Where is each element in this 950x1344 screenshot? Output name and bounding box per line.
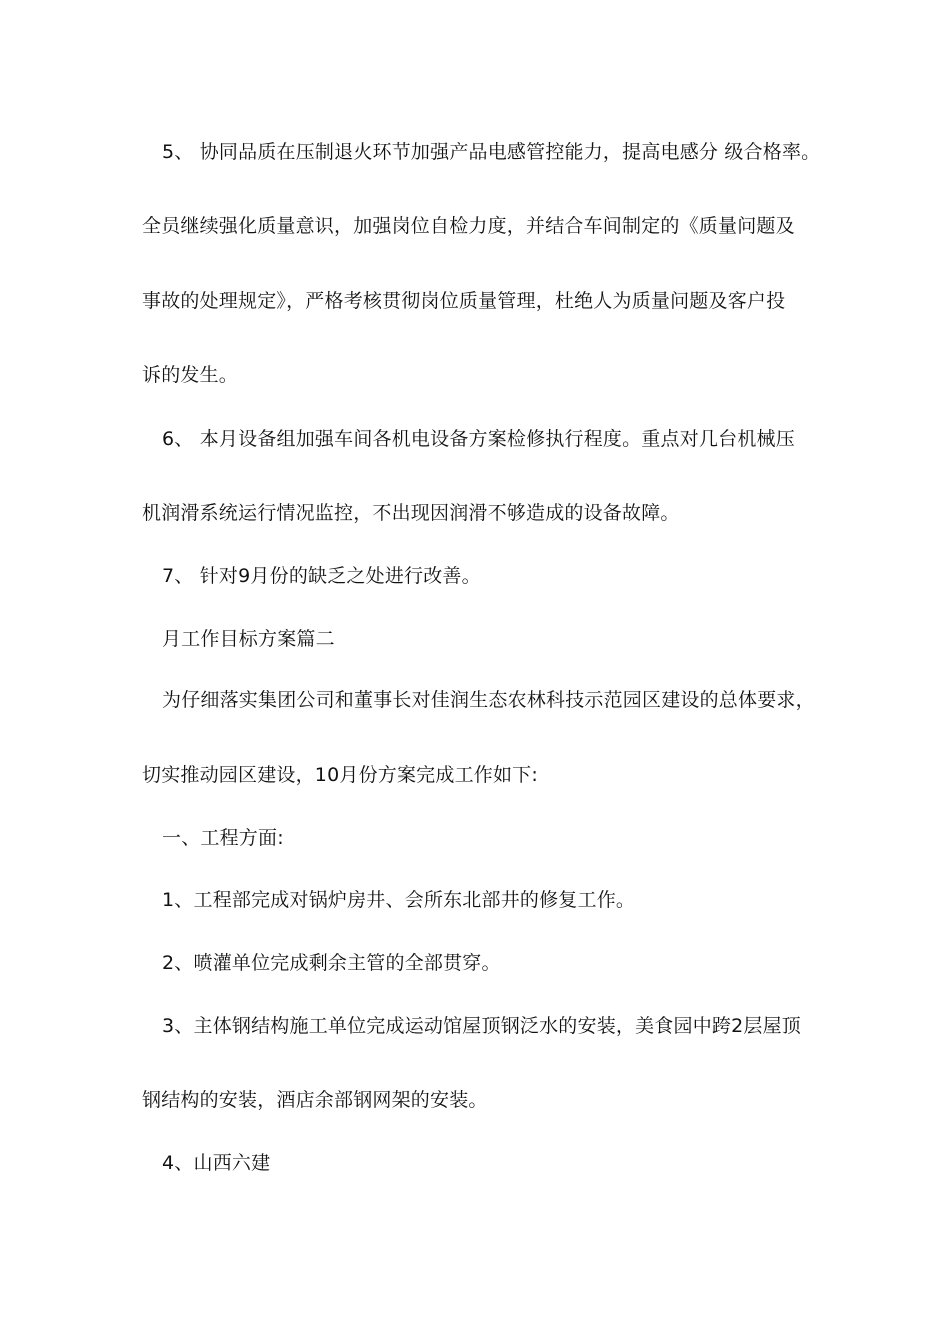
paragraph-line: 切实推动园区建设，10月份方案完成工作如下: xyxy=(142,764,538,786)
section-title: 月工作目标方案篇二 xyxy=(162,628,335,650)
list-item-3: 3、主体钢结构施工单位完成运动馆屋顶钢泛水的安装，美食园中跨2层屋顶 xyxy=(162,1015,801,1037)
paragraph-6: 6、 本月设备组加强车间各机电设备方案检修执行程度。重点对几台机械压 xyxy=(162,428,795,450)
list-item-2: 2、喷灌单位完成剩余主管的全部贯穿。 xyxy=(162,952,501,974)
paragraph-line: 事故的处理规定》，严格考核贯彻岗位质量管理，杜绝人为质量问题及客户投 xyxy=(142,290,786,312)
subsection-title: 一、工程方面: xyxy=(162,827,284,849)
paragraph-line: 诉的发生。 xyxy=(142,364,239,386)
list-item-4: 4、山西六建 xyxy=(162,1152,271,1174)
paragraph-line: 全员继续强化质量意识，加强岗位自检力度，并结合车间制定的《质量问题及 xyxy=(142,215,795,237)
paragraph-line: 钢结构的安装，酒店余部钢网架的安装。 xyxy=(142,1089,488,1111)
intro-paragraph: 为仔细落实集团公司和董事长对佳润生态农林科技示范园区建设的总体要求， xyxy=(162,689,815,711)
paragraph-line: 机润滑系统运行情况监控，不出现因润滑不够造成的设备故障。 xyxy=(142,502,680,524)
list-item-1: 1、工程部完成对锅炉房井、会所东北部井的修复工作。 xyxy=(162,889,636,911)
paragraph-7: 7、 针对9月份的缺乏之处进行改善。 xyxy=(162,565,481,587)
paragraph-5: 5、 协同品质在压制退火环节加强产品电感管控能力，提高电感分 级合格率。 xyxy=(162,141,821,163)
